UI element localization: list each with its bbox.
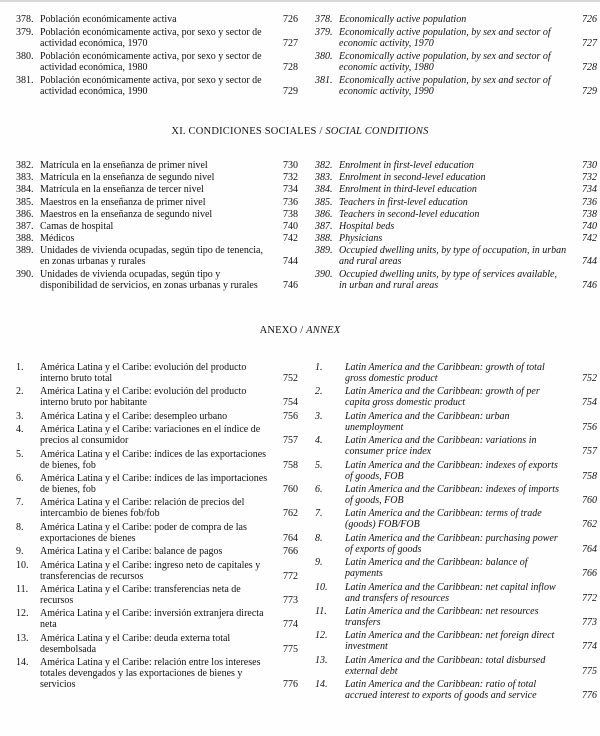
entry-page-number: 760 (283, 483, 298, 495)
toc-entry (315, 172, 597, 183)
entry-number: 12. (16, 608, 29, 620)
entry-title: Población económicamente activa, por sexo y sector de actividad económica, 1970 (40, 27, 262, 49)
entry-number: 381. (16, 75, 34, 86)
annex-entries-english (315, 362, 597, 703)
entry-number: 8. (315, 532, 323, 544)
entry-number: 4. (16, 424, 24, 436)
entry-number: 390. (16, 268, 34, 280)
entry-page-number: 752 (582, 373, 597, 384)
entry-page-number: 728 (283, 62, 298, 73)
entry-title: América Latina y el Caribe: transferencias neta de recursos (40, 583, 241, 606)
entry-title: Occupied dwelling units, by type of occupation, in urban and rural areas (339, 245, 567, 268)
entry-page-number: 764 (582, 543, 597, 555)
entry-page-number: 740 (283, 220, 298, 232)
entry-title: Matrícula en la enseñanza de segundo nivel (40, 172, 215, 184)
entry-page-number: 726 (283, 14, 298, 25)
toc-entry (315, 386, 597, 408)
entry-number: 388. (315, 233, 333, 245)
entry-page-number: 756 (283, 410, 298, 422)
entry-number: 2. (16, 386, 24, 398)
entry-page-number: 728 (582, 62, 597, 73)
entry-number: 383. (16, 172, 34, 184)
toc-entry (315, 655, 597, 677)
toc-entry (315, 533, 597, 555)
entry-number: 385. (315, 196, 333, 208)
toc-entry (16, 546, 298, 557)
entry-title: Teachers in first-level education (339, 196, 468, 208)
entry-number: 10. (16, 559, 29, 571)
entry-number: 381. (315, 75, 333, 86)
entry-number: 380. (16, 51, 34, 62)
entry-number: 9. (315, 557, 323, 569)
toc-entry (16, 172, 298, 183)
entry-page-number: 727 (283, 38, 298, 49)
toc-entry (315, 160, 597, 171)
social-entries-spanish (16, 160, 298, 292)
entry-number: 382. (16, 160, 34, 171)
entry-number: 389. (315, 245, 333, 257)
entry-number: 379. (16, 27, 34, 38)
entry-title: Matrícula en la enseñanza de primer nivel (40, 160, 208, 171)
entry-page-number: 729 (582, 86, 597, 97)
entry-title: Latin America and the Caribbean: net foreign direct investment (345, 630, 555, 653)
toc-entry (315, 51, 597, 73)
entry-title: América Latina y el Caribe: poder de compra de las exportaciones de bienes (40, 521, 247, 544)
entry-page-number: 738 (582, 208, 597, 220)
toc-entry (16, 584, 298, 606)
entry-number: 379. (315, 27, 333, 38)
annex-title-es: ANEXO (259, 325, 298, 336)
entry-title: Latin America and the Caribbean: total disbursed external debt (345, 654, 546, 677)
entry-title: Población económicamente activa (40, 14, 177, 25)
entry-page-number: 730 (283, 160, 298, 171)
toc-entry (315, 460, 597, 482)
entry-page-number: 738 (283, 208, 298, 220)
entry-number: 386. (16, 208, 34, 220)
toc-entry (16, 522, 298, 544)
entry-page-number: 740 (582, 220, 597, 232)
top-entries-english (315, 14, 597, 99)
entry-number: 5. (16, 448, 24, 460)
toc-entry (315, 221, 597, 232)
entry-page-number: 760 (582, 494, 597, 506)
entry-number: 9. (16, 546, 24, 558)
entry-title: Latin America and the Caribbean: indexes of imports of goods, FOB (345, 483, 559, 506)
entry-page-number: 773 (582, 616, 597, 628)
entry-page-number: 754 (582, 397, 597, 409)
entry-page-number: 758 (283, 459, 298, 471)
entry-number: 385. (16, 196, 34, 208)
entry-title: Unidades de vivienda ocupadas, según tipo de tenencia, en zonas urbanas y rurales (40, 245, 263, 268)
entry-title: Physicians (339, 233, 383, 245)
entry-number: 387. (315, 220, 333, 232)
entry-title: Latin America and the Caribbean: ratio of total accrued interest to exports of goods and service (345, 679, 537, 702)
section-title-en: SOCIAL CONDITIONS (325, 126, 429, 137)
toc-entry (16, 245, 298, 267)
entry-page-number: 757 (283, 435, 298, 447)
toc-entry (315, 197, 597, 208)
entry-number: 11. (16, 583, 29, 595)
entry-number: 13. (16, 632, 29, 644)
entry-title: Latin America and the Caribbean: indexes of exports of goods, FOB (345, 459, 558, 482)
toc-entry (315, 679, 597, 701)
toc-entry (315, 557, 597, 579)
entry-title: Matrícula en la enseñanza de tercer nivel (40, 184, 204, 196)
entry-page-number: 766 (283, 546, 298, 558)
toc-entry (16, 386, 298, 408)
toc-entry (315, 582, 597, 604)
entry-number: 7. (315, 508, 323, 520)
entry-page-number: 774 (283, 619, 298, 631)
entry-page-number: 776 (582, 690, 597, 702)
entry-number: 386. (315, 208, 333, 220)
toc-entry (315, 362, 597, 384)
entry-number: 380. (315, 51, 333, 62)
toc-entry (16, 608, 298, 630)
entry-title: Enrolment in second-level education (339, 172, 486, 184)
toc-entry (16, 14, 298, 25)
toc-entry (16, 424, 298, 446)
entry-title: América Latina y el Caribe: evolución del producto interno bruto total (40, 362, 247, 384)
entry-title: América Latina y el Caribe: índices de las exportaciones de bienes, fob (40, 448, 267, 471)
toc-entry (315, 606, 597, 628)
entry-page-number: 758 (582, 470, 597, 482)
entry-page-number: 752 (283, 373, 298, 384)
entry-page-number: 732 (283, 172, 298, 184)
entry-number: 384. (16, 184, 34, 196)
entry-title: Economically active population, by sex and sector of economic activity, 1970 (339, 27, 551, 49)
entry-page-number: 775 (283, 643, 298, 655)
entry-title: Latin America and the Caribbean: terms of trade (goods) FOB/FOB (345, 508, 542, 531)
entry-title: Maestros en la enseñanza de segundo nivel (40, 208, 213, 220)
entry-number: 390. (315, 268, 333, 280)
entry-page-number: 734 (582, 184, 597, 196)
social-entries-english (315, 160, 597, 292)
entry-title: América Latina y el Caribe: inversión extranjera directa neta (40, 608, 264, 631)
entry-number: 12. (315, 630, 328, 642)
entry-page-number: 732 (582, 172, 597, 184)
entry-title: Población económicamente activa, por sexo y sector de actividad económica, 1990 (40, 75, 262, 97)
entry-title: Latin America and the Caribbean: growth of per capita gross domestic product (345, 386, 540, 409)
entry-title: Occupied dwelling units, by type of services available, in urban and rural areas (339, 268, 557, 291)
entry-title: Economically active population, by sex and sector of economic activity, 1980 (339, 51, 551, 73)
entry-number: 6. (16, 472, 24, 484)
entry-page-number: 744 (582, 256, 597, 268)
entry-page-number: 734 (283, 184, 298, 196)
toc-entry (315, 508, 597, 530)
toc-entry (16, 184, 298, 195)
toc-entry (315, 14, 597, 25)
annex-entries-spanish (16, 362, 298, 692)
entry-number: 2. (315, 386, 323, 398)
toc-entry (16, 209, 298, 220)
entry-number: 388. (16, 233, 34, 245)
entry-title: América Latina y el Caribe: evolución del producto interno bruto por habitante (40, 386, 247, 409)
toc-entry (16, 51, 298, 73)
entry-number: 7. (16, 497, 24, 509)
entry-title: América Latina y el Caribe: relación de precios del intercambio de bienes fob/fob (40, 497, 245, 520)
toc-entry (16, 560, 298, 582)
entry-page-number: 729 (283, 86, 298, 97)
entry-number: 378. (315, 14, 333, 25)
toc-entry (16, 75, 298, 97)
entry-page-number: 774 (582, 641, 597, 653)
toc-entry (16, 411, 298, 422)
entry-title: Latin America and the Caribbean: net capital inflow and transfers of resources (345, 581, 556, 604)
entry-page-number: 776 (283, 679, 298, 691)
entry-number: 4. (315, 435, 323, 447)
entry-number: 14. (16, 657, 29, 669)
entry-number: 1. (315, 362, 323, 373)
entry-page-number: 736 (283, 196, 298, 208)
entry-number: 6. (315, 483, 323, 495)
entry-page-number: 773 (283, 594, 298, 606)
entry-page-number: 775 (582, 665, 597, 677)
entry-title: Economically active population (339, 14, 467, 25)
entry-title: Latin America and the Caribbean: net resources transfers (345, 605, 539, 628)
section-heading-social-conditions (0, 126, 600, 137)
entry-page-number: 726 (582, 14, 597, 25)
toc-entry (315, 27, 597, 49)
toc-entry (16, 160, 298, 171)
toc-entry (16, 362, 298, 384)
entry-number: 384. (315, 184, 333, 196)
toc-entry (16, 233, 298, 244)
entry-title: Latin America and the Caribbean: growth of total gross domestic product (345, 362, 545, 384)
entry-title: Unidades de vivienda ocupadas, según tipo y disponibilidad de servicios, en zonas urbanas y rurales (40, 268, 258, 291)
entry-page-number: 762 (283, 508, 298, 520)
entry-page-number: 744 (283, 256, 298, 268)
entry-number: 382. (315, 160, 333, 171)
entry-title: América Latina y el Caribe: ingreso neto de capitales y transferencias de recursos (40, 559, 261, 582)
entry-number: 383. (315, 172, 333, 184)
entry-title: Enrolment in first-level education (339, 160, 474, 171)
entry-number: 13. (315, 654, 328, 666)
entry-title: América Latina y el Caribe: desempleo urbano (40, 410, 228, 422)
entry-page-number: 730 (582, 160, 597, 171)
entry-title: América Latina y el Caribe: relación entre los intereses totales devengados y las exportaciones de bienes y servicios (40, 657, 261, 691)
entry-page-number: 757 (582, 446, 597, 458)
entry-page-number: 727 (582, 38, 597, 49)
scan-top-edge (0, 0, 600, 2)
toc-entry (16, 497, 298, 519)
entry-number: 10. (315, 581, 328, 593)
entry-number: 5. (315, 459, 323, 471)
entry-title: Latin America and the Caribbean: purchasing power of exports of goods (345, 532, 558, 555)
toc-entry (16, 657, 298, 690)
entry-page-number: 772 (582, 592, 597, 604)
annex-title-en: ANNEX (306, 325, 341, 336)
entry-page-number: 742 (283, 233, 298, 245)
entry-title: América Latina y el Caribe: índices de las importaciones de bienes, fob (40, 472, 268, 495)
toc-entry (315, 411, 597, 433)
toc-entry (315, 484, 597, 506)
entry-number: 389. (16, 245, 34, 257)
toc-entry (16, 473, 298, 495)
toc-entry (315, 245, 597, 267)
entry-number: 8. (16, 521, 24, 533)
toc-entry (315, 269, 597, 291)
entry-title: Hospital beds (339, 220, 395, 232)
section-title-sep: / (319, 126, 323, 137)
entry-title: Teachers in second-level education (339, 208, 480, 220)
entry-title: Economically active population, by sex and sector of economic activity, 1990 (339, 75, 551, 97)
entry-page-number: 766 (582, 568, 597, 580)
toc-entry (315, 630, 597, 652)
toc-entry (16, 221, 298, 232)
section-heading-annex (0, 325, 600, 336)
entry-number: 1. (16, 362, 24, 373)
entry-title: Médicos (40, 233, 75, 245)
toc-entry (16, 27, 298, 49)
entry-title: América Latina y el Caribe: deuda externa total desembolsada (40, 632, 231, 655)
entry-page-number: 746 (283, 279, 298, 291)
entry-title: Latin America and the Caribbean: urban unemployment (345, 410, 510, 433)
toc-entry (16, 269, 298, 291)
toc-entry (16, 633, 298, 655)
entry-title: Latin America and the Caribbean: variations in consumer price index (345, 435, 537, 458)
toc-entry (315, 184, 597, 195)
entry-page-number: 746 (582, 279, 597, 291)
entry-title: Maestros en la enseñanza de primer nivel (40, 196, 206, 208)
entry-number: 11. (315, 605, 327, 617)
entry-number: 3. (16, 410, 24, 422)
entry-page-number: 764 (283, 532, 298, 544)
entry-page-number: 742 (582, 233, 597, 245)
section-title-es: XI. CONDICIONES SOCIALES (171, 126, 317, 137)
toc-entry (16, 449, 298, 471)
top-entries-spanish (16, 14, 298, 99)
entry-number: 3. (315, 410, 323, 422)
annex-title-sep: / (300, 325, 304, 336)
entry-title: América Latina y el Caribe: balance de pagos (40, 546, 223, 558)
entry-number: 387. (16, 220, 34, 232)
entry-page-number: 756 (582, 421, 597, 433)
toc-entry (315, 209, 597, 220)
entry-title: Población económicamente activa, por sexo y sector de actividad económica, 1980 (40, 51, 262, 73)
toc-entry (315, 75, 597, 97)
entry-number: 14. (315, 679, 328, 691)
entry-number: 378. (16, 14, 34, 25)
entry-title: Enrolment in third-level education (339, 184, 477, 196)
toc-entry (315, 233, 597, 244)
toc-entry (315, 435, 597, 457)
entry-title: América Latina y el Caribe: variaciones en el índice de precios al consumidor (40, 424, 261, 447)
entry-page-number: 736 (582, 196, 597, 208)
entry-page-number: 754 (283, 397, 298, 409)
toc-entry (16, 197, 298, 208)
entry-title: Camas de hospital (40, 220, 114, 232)
entry-page-number: 762 (582, 519, 597, 531)
entry-title: Latin America and the Caribbean: balance of payments (345, 557, 528, 580)
entry-page-number: 772 (283, 570, 298, 582)
